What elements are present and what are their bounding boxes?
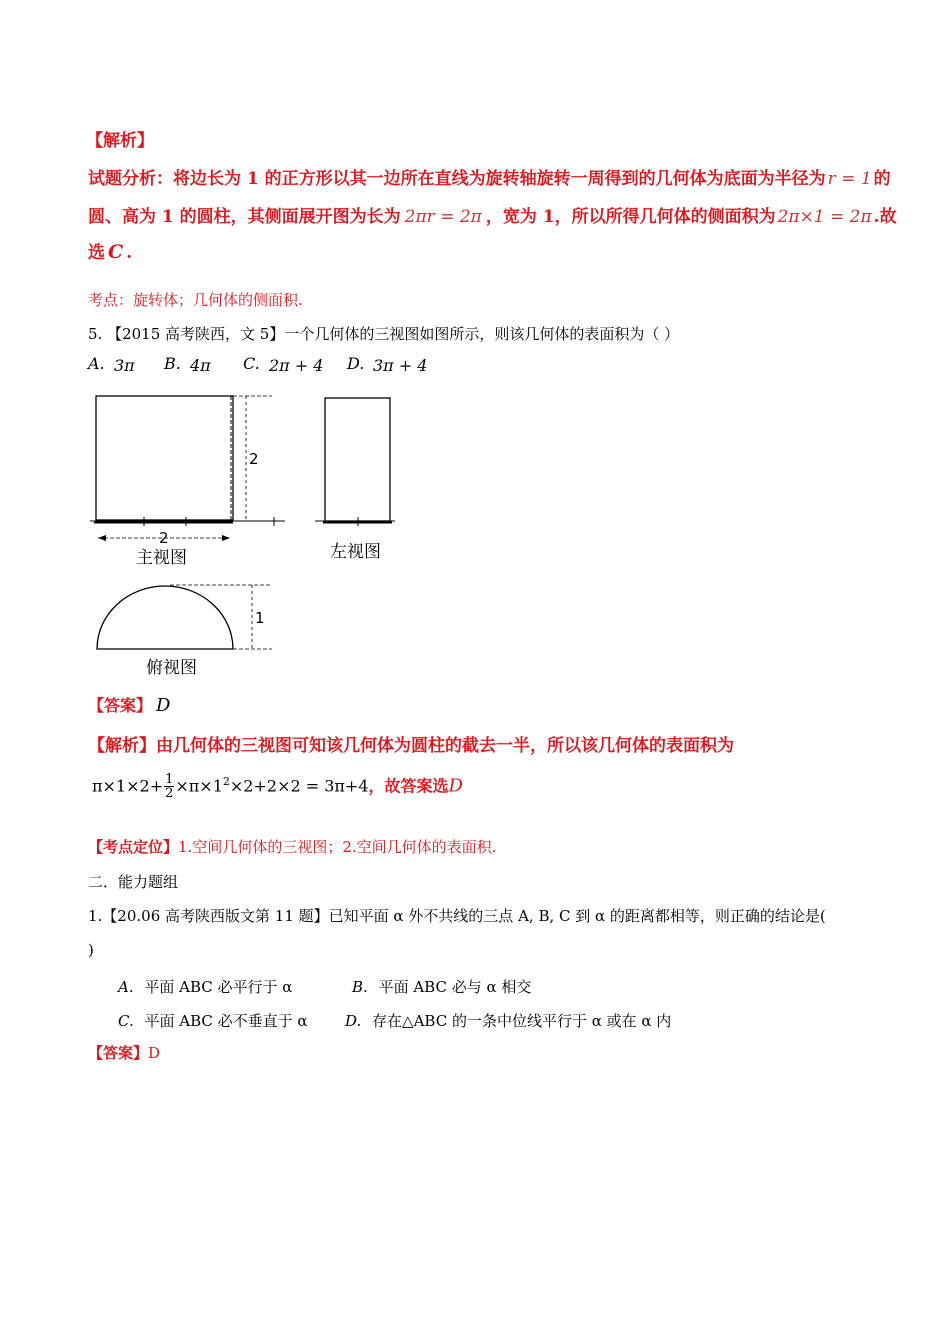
q5-option-b-letter: B. <box>164 354 181 373</box>
q5-option-d: 3π + 4 <box>373 356 428 375</box>
analysis-label: 【解析】 <box>88 736 156 756</box>
fraction-denominator: 2 <box>165 786 174 802</box>
answer-value: D <box>156 695 171 716</box>
analysis-text: . <box>126 243 133 263</box>
option-letter: B. <box>352 978 368 996</box>
analysis-text: 的 <box>873 169 891 189</box>
formula-answer: D <box>448 775 463 797</box>
three-view-figure <box>0 385 420 685</box>
fraction <box>164 773 174 800</box>
dim-width-label: 2 <box>159 529 169 547</box>
answer-label: 【答案】 <box>88 696 153 715</box>
q5-option-a: 3π <box>114 356 135 375</box>
answer-value: D <box>148 1044 161 1062</box>
side-view-rect <box>325 398 390 521</box>
arrow-left-icon <box>98 535 106 541</box>
answer-label: 【答案】 <box>88 1044 149 1062</box>
q1-option-c <box>118 1010 308 1031</box>
q5-options <box>88 354 508 380</box>
analysis-line-3 <box>88 238 132 263</box>
option-text: 平面 ABC 必平行于 α <box>144 978 293 996</box>
analysis-text: 圆、高为 1 的圆柱，其侧面展开图为长为 <box>88 207 401 227</box>
kaodian-1: 考点：旋转体；几何体的侧面积. <box>88 291 303 309</box>
analysis-text: ，宽为 1，所以所得几何体的侧面积为 <box>485 207 776 227</box>
analysis-line-2 <box>88 202 897 227</box>
section-title: 二．能力题组 <box>88 873 179 891</box>
q1-answer <box>88 1042 160 1063</box>
top-view-semicircle <box>97 586 233 649</box>
q1-stem-line-1: 1.【20.06 高考陕西版文第 11 题】已知平面 α 外不共线的三点 A, B, C 到 α 的距离都相等，则正确的结论是( <box>88 907 826 925</box>
analysis-line-1 <box>88 164 891 189</box>
math-expr: 2πr = 2π <box>404 207 482 227</box>
arrow-right-icon <box>222 535 230 541</box>
fraction-numerator: 1 <box>165 772 174 788</box>
q5-analysis <box>88 731 734 756</box>
q1-stem-line-2: ) <box>88 941 94 959</box>
kaodian-text: 1.空间几何体的三视图；2.空间几何体的表面积. <box>178 838 497 856</box>
front-view-rect <box>96 396 233 520</box>
q5-formula <box>92 764 463 800</box>
q1-option-d <box>345 1010 671 1031</box>
q5-stem: 5. 【2015 高考陕西，文 5】一个几何体的三视图如图所示，则该几何体的表面积为（ ） <box>88 325 680 343</box>
top-view-label: 俯视图 <box>146 658 197 678</box>
dim-height-label: 2 <box>249 450 259 468</box>
formula-part: ×2+2×2 = 3π+4 <box>229 776 369 796</box>
q1-option-b <box>352 976 531 997</box>
analysis-header: 【解析】 <box>86 131 154 151</box>
formula-tail: ，故答案选 <box>368 776 449 796</box>
analysis-text: 由几何体的三视图可知该几何体为圆柱的截去一半，所以该几何体的表面积为 <box>156 736 734 756</box>
formula-part: ×π×1 <box>175 776 223 796</box>
q5-kaodian <box>88 836 496 857</box>
math-expr: 2π×1 = 2π <box>777 207 872 227</box>
q5-option-d-letter: D. <box>347 354 365 373</box>
side-view-label: 左视图 <box>330 542 381 562</box>
option-letter: A. <box>118 978 134 996</box>
q5-answer <box>88 693 170 716</box>
q5-option-c-letter: C. <box>243 354 260 373</box>
dim-top-label: 1 <box>255 609 265 627</box>
kaodian-label: 【考点定位】 <box>88 838 179 856</box>
q5-option-a-letter: A. <box>88 354 105 373</box>
formula-superscript: 2 <box>222 775 230 788</box>
option-letter: C. <box>118 1012 134 1030</box>
analysis-text: 选 <box>88 243 105 263</box>
q1-option-a <box>118 976 292 997</box>
math-expr: r = 1 <box>827 169 872 189</box>
option-text: 存在△ABC 的一条中位线平行于 α 或在 α 内 <box>372 1012 672 1030</box>
option-text: 平面 ABC 必与 α 相交 <box>378 978 532 996</box>
front-view-label: 主视图 <box>136 548 187 568</box>
analysis-text: .故 <box>873 207 897 227</box>
q5-option-c: 2π + 4 <box>269 356 324 375</box>
formula-part: π×1×2+ <box>92 776 164 796</box>
option-text: 平面 ABC 必不垂直于 α <box>144 1012 308 1030</box>
math-expr: C <box>108 241 124 263</box>
option-letter: D. <box>345 1012 362 1030</box>
analysis-text: 试题分析：将边长为 1 的正方形以其一边所在直线为旋转轴旋转一周得到的几何体为底面为半径为 <box>88 169 826 189</box>
q5-option-b: 4π <box>190 356 211 375</box>
